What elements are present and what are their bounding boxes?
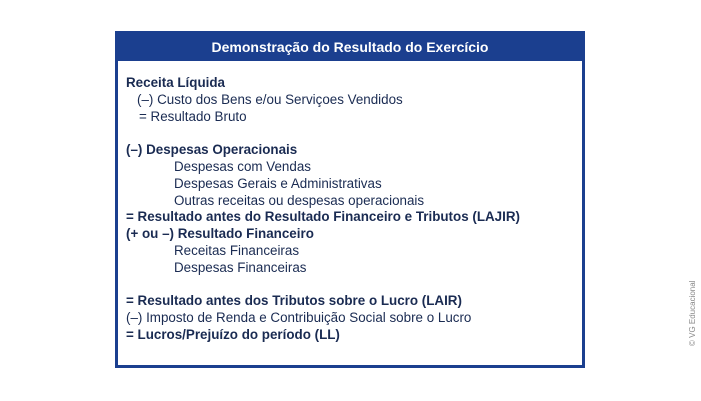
line-receita-liquida: Receita Líquida (126, 75, 225, 90)
spacer (126, 277, 574, 294)
line-despesas-financeiras: Despesas Financeiras (174, 259, 307, 275)
line-lucros-prejuizo: = Lucros/Prejuízo do período (LL) (126, 326, 340, 342)
line-lair: = Resultado antes dos Tributos sobre o Lucro (LAIR) (126, 293, 462, 309)
line-resultado-bruto: = Resultado Bruto (139, 108, 247, 124)
line-despesas-vendas: Despesas com Vendas (174, 158, 311, 174)
copyright-credit: © VG Educacional (688, 280, 697, 346)
line-lajir: = Resultado antes do Resultado Financeiro e Tributos (LAJIR) (126, 209, 520, 225)
statement-title: Demonstração do Resultado do Exercício (118, 34, 582, 61)
line-despesas-operacionais: (–) Despesas Operacionais (126, 142, 298, 158)
line-receitas-financeiras: Receitas Financeiras (174, 242, 300, 258)
line-imposto-renda: (–) Imposto de Renda e Contribuição Social sobre o Lucro (126, 310, 472, 326)
statement-body (118, 61, 582, 344)
spacer (126, 125, 574, 142)
line-despesas-gerais: Despesas Gerais e Administrativas (174, 175, 382, 191)
line-custo-bens: (–) Custo dos Bens e/ou Serviçoes Vendidos (137, 91, 403, 107)
line-resultado-financeiro: (+ ou –) Resultado Financeiro (126, 226, 314, 242)
income-statement-box (115, 31, 585, 368)
line-outras-receitas: Outras receitas ou despesas operacionais (174, 192, 425, 208)
